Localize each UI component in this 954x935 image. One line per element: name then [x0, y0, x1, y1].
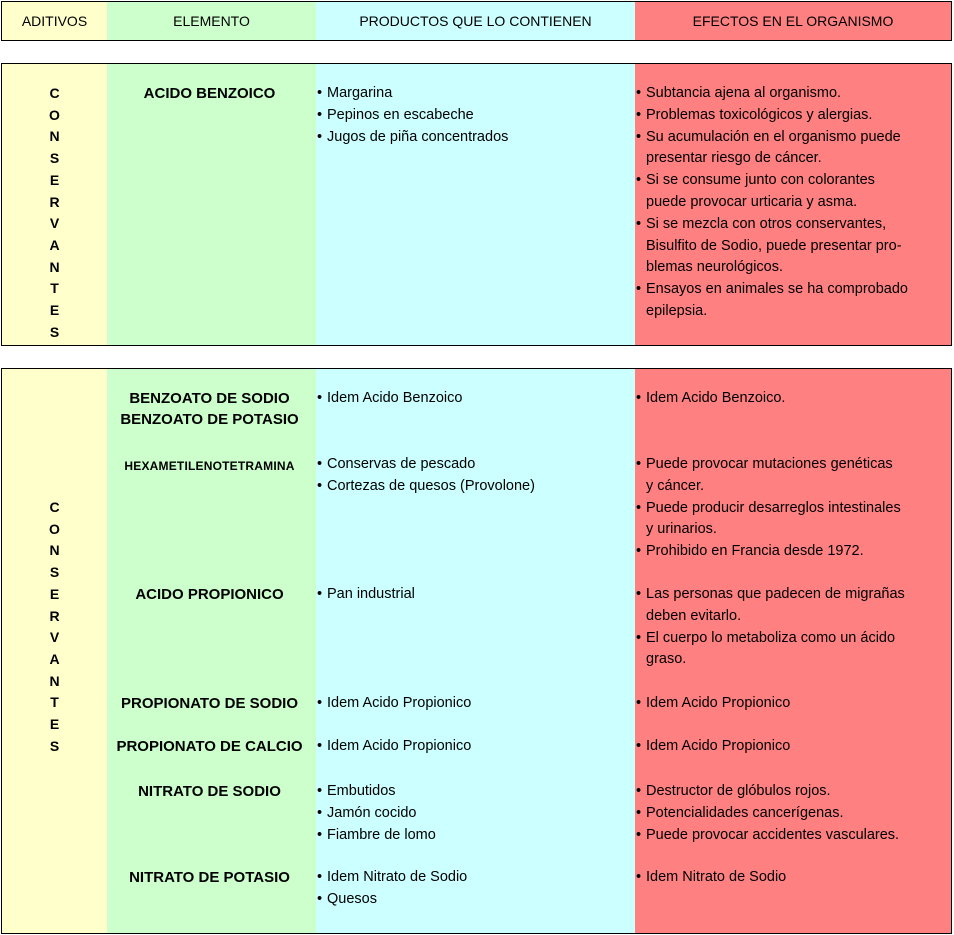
list-item-text: Pan industrial: [327, 586, 415, 602]
element-name: [105, 867, 314, 888]
list-item-text: Puede provocar accidentes vasculares.: [646, 826, 900, 843]
element-name-line: ACIDO PROPIONICO: [135, 586, 284, 603]
category-letter: R: [49, 607, 60, 624]
bullet-icon: •: [636, 85, 642, 101]
effects-list: [636, 736, 948, 758]
list-item: [636, 192, 948, 214]
category-letter: T: [50, 280, 59, 297]
list-item-text: Problemas toxicológicos y alergias.: [646, 106, 873, 123]
list-item: [636, 170, 948, 192]
element-name-line: PROPIONATO DE SODIO: [121, 695, 298, 712]
section-2-category-vertical: [2, 497, 107, 757]
list-item: [317, 454, 631, 476]
list-item: [636, 301, 948, 323]
list-item-text: y cáncer.: [646, 477, 705, 494]
bullet-icon: •: [636, 826, 642, 843]
list-item: [636, 628, 948, 650]
element-name-line: NITRATO DE SODIO: [138, 783, 281, 800]
list-item: [636, 541, 948, 563]
products-list: [317, 388, 631, 410]
bullet-icon: •: [636, 543, 642, 560]
list-item: [636, 693, 948, 715]
bullet-icon: •: [636, 281, 642, 298]
category-letter: E: [49, 171, 60, 188]
header-aditivos: ADITIVOS: [21, 13, 88, 29]
category-letter: V: [49, 215, 60, 232]
category-letter: E: [49, 302, 60, 319]
list-item: [317, 867, 631, 889]
category-letter: S: [49, 564, 60, 581]
list-item: [636, 606, 948, 628]
list-item: [317, 127, 631, 149]
element-name: [105, 781, 314, 802]
list-item: [317, 388, 631, 410]
bullet-icon: •: [636, 629, 642, 646]
bullet-icon: •: [317, 586, 323, 602]
list-item-text: Pepinos en escabeche: [327, 106, 474, 123]
products-list: [317, 454, 631, 498]
products-list: [317, 781, 631, 846]
category-letter: N: [49, 258, 60, 275]
list-item: [317, 83, 631, 105]
category-letter: N: [49, 542, 60, 559]
list-item-text: Idem Acido Propionico: [327, 738, 472, 754]
bullet-icon: •: [317, 456, 323, 472]
list-item: [317, 825, 631, 847]
bullet-icon: •: [636, 499, 642, 516]
list-item: [636, 825, 948, 847]
list-item-text: El cuerpo lo metaboliza como un ácido: [646, 629, 896, 646]
list-item-text: Idem Nitrato de Sodio: [646, 869, 787, 885]
header-aditivos-cell: [2, 2, 107, 40]
list-item-text: epilepsia.: [646, 302, 708, 319]
list-item-text: Jamón cocido: [327, 804, 417, 821]
bullet-icon: [636, 649, 646, 671]
list-item-text: Potencialidades cancerígenas.: [646, 804, 844, 821]
bullet-icon: •: [317, 85, 323, 101]
list-item: [636, 236, 948, 258]
category-letter: C: [49, 85, 60, 101]
list-item: [636, 519, 948, 541]
products-list: [317, 83, 631, 148]
header-elemento: ELEMENTO: [173, 13, 250, 29]
list-item: [636, 781, 948, 803]
bullet-icon: •: [317, 738, 323, 754]
products-list: [317, 867, 631, 911]
list-item-text: Si se consume junto con colorantes: [646, 172, 875, 189]
list-item-text: Bisulfito de Sodio, puede presentar pro-: [646, 237, 902, 254]
list-item-text: blemas neurológicos.: [646, 259, 784, 276]
list-item: [636, 127, 948, 149]
bullet-icon: •: [636, 128, 642, 145]
list-item: [636, 148, 948, 170]
list-item-text: Idem Acido Propionico: [327, 695, 472, 711]
category-letter: N: [49, 672, 60, 689]
list-item: [636, 388, 948, 410]
bullet-icon: •: [317, 390, 323, 406]
list-item-text: Las personas que padecen de migrañas: [646, 586, 905, 602]
bullet-icon: •: [317, 826, 323, 843]
bullet-icon: •: [636, 456, 642, 472]
list-item: [317, 781, 631, 803]
list-item: [636, 454, 948, 476]
list-item-text: puede provocar urticaria y asma.: [646, 193, 858, 210]
category-letter: T: [50, 694, 59, 711]
section-1-element-cell: [107, 64, 316, 345]
list-item-text: Fiambre de lomo: [327, 826, 436, 843]
bullet-icon: •: [317, 783, 323, 799]
list-item-text: presentar riesgo de cáncer.: [646, 150, 822, 167]
list-item: [317, 693, 631, 715]
bullet-icon: •: [636, 695, 642, 711]
header-efectos: EFECTOS EN EL ORGANISMO: [692, 13, 894, 29]
list-item: [636, 105, 948, 127]
effects-list: [636, 454, 948, 563]
bullet-icon: •: [636, 783, 642, 799]
list-item: [636, 83, 948, 105]
products-list: [317, 584, 631, 606]
list-item-text: Puede producir desarreglos intestinales: [646, 499, 901, 516]
list-item: [636, 476, 948, 498]
bullet-icon: [636, 236, 646, 258]
category-letter: E: [49, 716, 60, 733]
element-name-line: PROPIONATO DE CALCIO: [116, 738, 303, 755]
bullet-icon: [636, 476, 646, 498]
list-item: [636, 803, 948, 825]
list-item-text: y urinarios.: [646, 521, 717, 538]
bullet-icon: •: [317, 890, 323, 907]
effects-list: [636, 584, 948, 671]
list-item: [317, 105, 631, 127]
list-item-text: Su acumulación en el organismo puede: [646, 128, 901, 145]
list-item: [317, 889, 631, 911]
bullet-icon: [636, 148, 646, 170]
list-item-text: Idem Acido Benzoico: [327, 390, 463, 406]
list-item-text: Cortezas de quesos (Provolone): [327, 477, 535, 494]
category-letter: E: [49, 585, 60, 602]
element-name-line: NITRATO DE POTASIO: [129, 869, 290, 886]
section-2-element-cell: [107, 369, 316, 933]
element-name-line: BENZOATO DE POTASIO: [120, 411, 299, 428]
list-item-text: Ensayos en animales se ha comprobado: [646, 281, 908, 298]
bullet-icon: •: [317, 106, 323, 123]
list-item-text: graso.: [646, 651, 687, 668]
list-item-text: Quesos: [327, 890, 377, 907]
list-item: [636, 867, 948, 889]
element-name-line: HEXAMETILENOTETRAMINA: [124, 459, 295, 473]
category-letter: N: [49, 128, 60, 145]
list-item-text: Idem Acido Propionico: [646, 738, 791, 754]
category-letter: A: [49, 236, 60, 253]
element-name: [105, 388, 314, 430]
header-productos: PRODUCTOS QUE LO CONTIENEN: [359, 13, 592, 29]
list-item: [636, 584, 948, 606]
list-item: [636, 279, 948, 301]
element-name: [105, 736, 314, 757]
list-item-text: Prohibido en Francia desde 1972.: [646, 543, 864, 560]
bullet-icon: •: [317, 128, 323, 145]
bullet-icon: [636, 519, 646, 541]
products-list: [317, 736, 631, 758]
list-item-text: Idem Nitrato de Sodio: [327, 869, 468, 885]
section-1-category-vertical: [2, 83, 107, 343]
list-item: [317, 476, 631, 498]
effects-list: [636, 388, 948, 410]
list-item: [636, 257, 948, 279]
category-letter: V: [49, 629, 60, 646]
list-item-text: Conservas de pescado: [327, 456, 476, 472]
list-item: [636, 649, 948, 671]
list-item-text: Margarina: [327, 85, 393, 101]
category-letter: S: [49, 737, 60, 754]
bullet-icon: •: [636, 215, 642, 232]
element-name: [105, 456, 314, 477]
bullet-icon: [636, 192, 646, 214]
bullet-icon: •: [317, 695, 323, 711]
header-elemento-cell: [107, 2, 316, 40]
list-item-text: Si se mezcla con otros conservantes,: [646, 215, 887, 232]
list-item-text: Idem Acido Propionico: [646, 695, 791, 711]
bullet-icon: •: [636, 390, 642, 406]
list-item-text: Embutidos: [327, 783, 396, 799]
bullet-icon: •: [636, 738, 642, 754]
bullet-icon: [636, 606, 646, 628]
products-list: [317, 693, 631, 715]
category-letter: O: [49, 520, 60, 537]
category-letter: C: [49, 499, 60, 515]
header-row: [1, 1, 952, 41]
list-item-text: Idem Acido Benzoico.: [646, 390, 786, 406]
element-name: [105, 693, 314, 714]
effects-list: [636, 781, 948, 846]
list-item: [636, 498, 948, 520]
bullet-icon: •: [317, 477, 323, 494]
bullet-icon: [636, 301, 646, 323]
bullet-icon: •: [636, 869, 642, 885]
element-name: ACIDO BENZOICO: [143, 85, 276, 102]
element-name: [105, 584, 314, 605]
list-item-text: deben evitarlo.: [646, 607, 742, 624]
effects-list: [636, 693, 948, 715]
list-item-text: Subtancia ajena al organismo.: [646, 85, 842, 101]
category-letter: S: [49, 150, 60, 167]
category-letter: O: [49, 106, 60, 123]
bullet-icon: •: [636, 586, 642, 602]
bullet-icon: [636, 257, 646, 279]
list-item: [317, 803, 631, 825]
bullet-icon: •: [636, 804, 642, 821]
bullet-icon: •: [636, 172, 642, 189]
header-productos-cell: [316, 2, 635, 40]
list-item: [317, 736, 631, 758]
element-name-line: BENZOATO DE SODIO: [129, 390, 290, 407]
category-letter: S: [49, 323, 60, 340]
category-letter: A: [49, 650, 60, 667]
category-letter: R: [49, 193, 60, 210]
list-item: [636, 736, 948, 758]
list-item-text: Puede provocar mutaciones genéticas: [646, 456, 893, 472]
list-item-text: Destructor de glóbulos rojos.: [646, 783, 831, 799]
list-item: [317, 584, 631, 606]
bullet-icon: •: [636, 106, 642, 123]
bullet-icon: •: [317, 804, 323, 821]
header-efectos-cell: [635, 2, 951, 40]
list-item-text: Jugos de piña concentrados: [327, 128, 509, 145]
bullet-icon: •: [317, 869, 323, 885]
effects-list: [636, 83, 948, 323]
effects-list: [636, 867, 948, 889]
list-item: [636, 214, 948, 236]
